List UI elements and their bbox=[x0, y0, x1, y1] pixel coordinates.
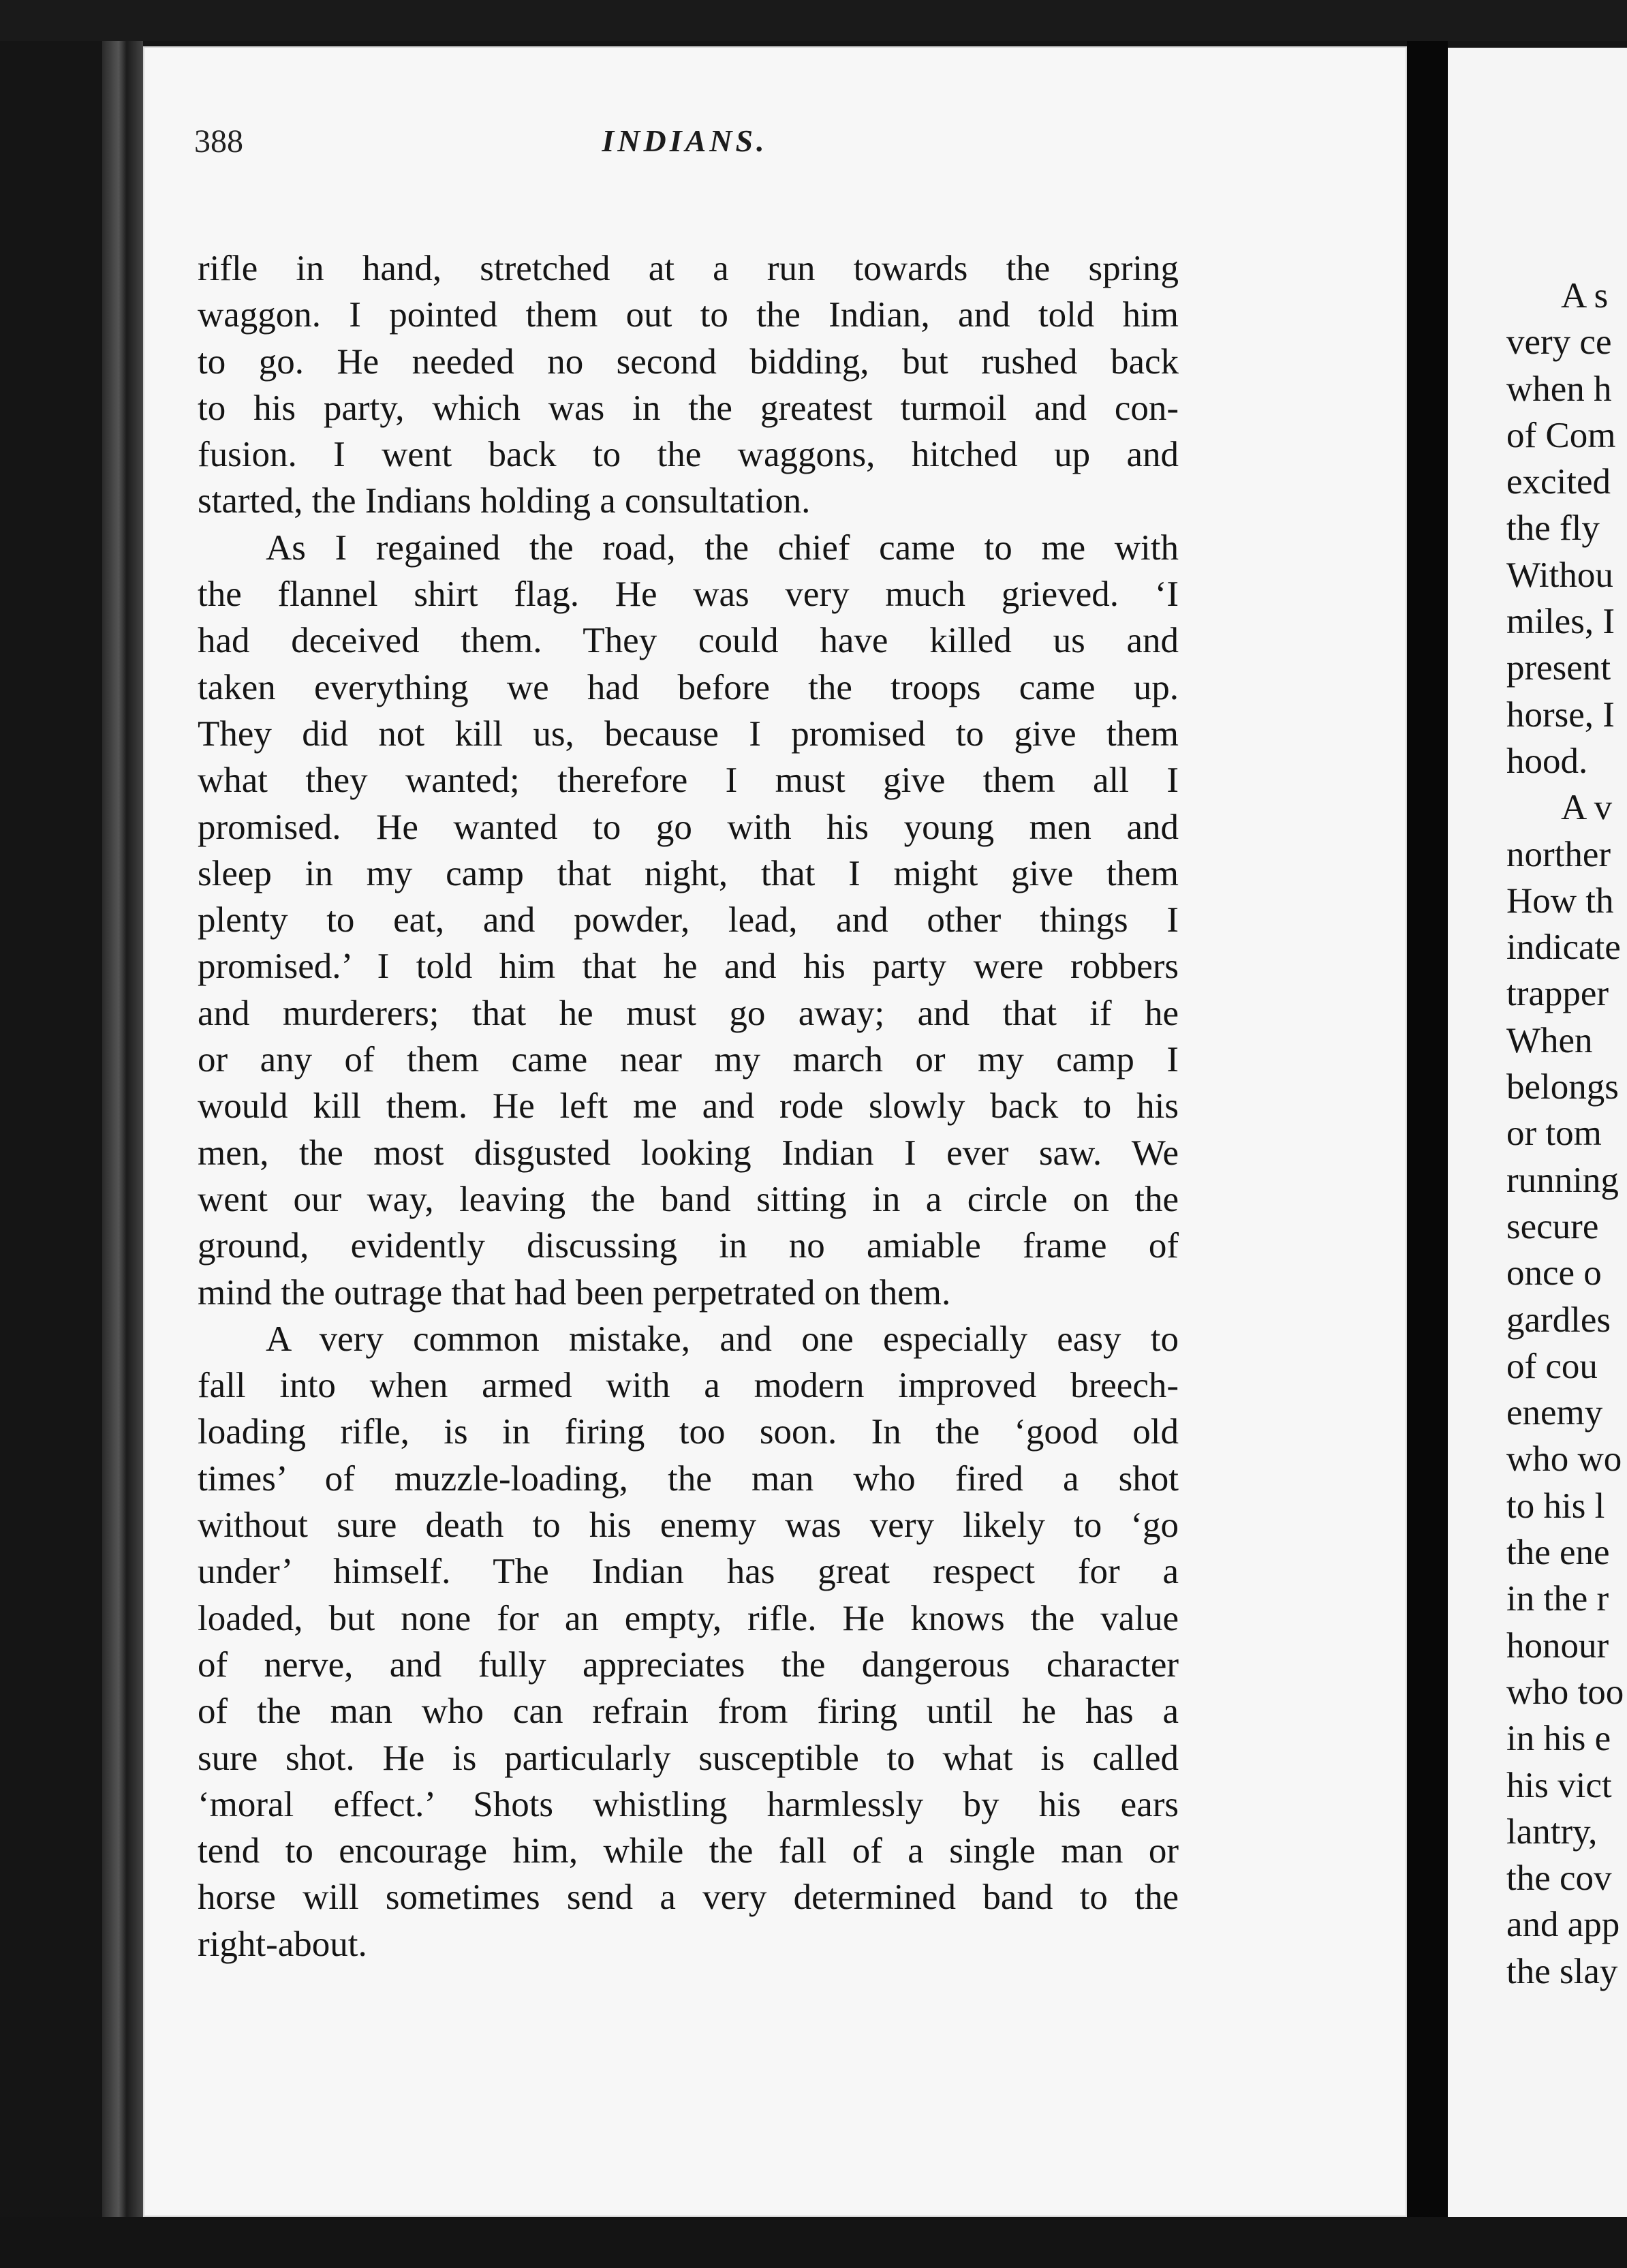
text-line: fusion. I went back to the waggons, hitched up and bbox=[198, 435, 1179, 475]
right-text-line: the cov bbox=[1506, 1858, 1612, 1899]
right-text-line: once o bbox=[1506, 1253, 1602, 1293]
right-text-line: indicate bbox=[1506, 928, 1621, 968]
text-line: to his party, which was in the greatest turmoil and con- bbox=[198, 388, 1179, 428]
right-text-line: of Com bbox=[1506, 415, 1616, 455]
text-line: waggon. I pointed them out to the Indian, and told him bbox=[198, 295, 1179, 335]
right-text-line: secure bbox=[1506, 1206, 1599, 1246]
right-page bbox=[1448, 48, 1627, 2268]
right-text-line: who wo bbox=[1506, 1439, 1622, 1480]
text-line: men, the most disgusted looking Indian I ever saw. We bbox=[198, 1133, 1179, 1173]
right-text-line: gardles bbox=[1506, 1300, 1611, 1340]
text-line: They did not kill us, because I promised to give them bbox=[198, 714, 1179, 754]
right-text-line: hood. bbox=[1506, 741, 1588, 781]
right-text-line: How th bbox=[1506, 880, 1614, 921]
right-text-line: Withou bbox=[1506, 555, 1613, 595]
right-text-line: When bbox=[1506, 1020, 1593, 1060]
page-number: 388 bbox=[194, 123, 243, 159]
right-text-line: excited bbox=[1506, 462, 1611, 502]
text-line: would kill them. He left me and rode slowly back to his bbox=[198, 1086, 1179, 1127]
text-line: tend to encourage him, while the fall of a single man or bbox=[198, 1831, 1179, 1871]
page-gutter bbox=[1407, 41, 1448, 2268]
right-text-line: to his l bbox=[1506, 1486, 1605, 1526]
text-line: As I regained the road, the chief came to me with bbox=[266, 527, 1179, 568]
text-line: promised. He wanted to go with his young men and bbox=[198, 807, 1179, 847]
text-line: of nerve, and fully appreciates the dangerous character bbox=[198, 1644, 1179, 1685]
text-line: the flannel shirt flag. He was very much grieved. ‘I bbox=[198, 574, 1179, 615]
running-title: INDIANS. bbox=[602, 123, 768, 158]
text-line: horse will sometimes send a very determined band to the bbox=[198, 1878, 1179, 1918]
text-line: right-about. bbox=[198, 1924, 367, 1964]
text-line: ‘moral effect.’ Shots whistling harmlessly by his ears bbox=[198, 1784, 1179, 1824]
right-text-line: or tom bbox=[1506, 1114, 1602, 1154]
right-text-line: in the r bbox=[1506, 1579, 1609, 1619]
right-text-line: lantry, bbox=[1506, 1811, 1598, 1852]
right-text-line: A v bbox=[1561, 788, 1613, 828]
body-text bbox=[198, 245, 1179, 1967]
scan-top-edge bbox=[0, 0, 1627, 41]
right-text-line: the ene bbox=[1506, 1533, 1610, 1573]
right-text-line: honour bbox=[1506, 1625, 1609, 1666]
text-line: rifle in hand, stretched at a run towards the spring bbox=[198, 249, 1179, 288]
text-line: ground, evidently discussing in no amiable frame of bbox=[198, 1226, 1179, 1266]
text-line: or any of them came near my march or my camp I bbox=[198, 1040, 1179, 1080]
text-line: fall into when armed with a modern improved breech- bbox=[198, 1366, 1179, 1406]
right-text-line: enemy bbox=[1506, 1393, 1603, 1433]
right-text-line: his vict bbox=[1506, 1765, 1612, 1805]
page-header bbox=[194, 123, 1175, 170]
text-line: loading rifle, is in firing too soon. In the ‘good old bbox=[198, 1412, 1179, 1452]
right-text-line: and app bbox=[1506, 1905, 1620, 1945]
right-text-line: who too bbox=[1506, 1672, 1624, 1712]
scan-bottom-edge bbox=[0, 2217, 1627, 2268]
right-text-line: present bbox=[1506, 648, 1611, 688]
text-line: mind the outrage that had been perpetrated on them. bbox=[198, 1272, 951, 1313]
right-text-line: the fly bbox=[1506, 508, 1600, 549]
right-text-line: horse, I bbox=[1506, 694, 1615, 735]
text-line: taken everything we had before the troops came up. bbox=[198, 667, 1179, 707]
text-line: under’ himself. The Indian has great respect for a bbox=[198, 1552, 1179, 1592]
text-line: sure shot. He is particularly susceptible to what is called bbox=[198, 1738, 1179, 1778]
text-line: went our way, leaving the band sitting in a circle on the bbox=[198, 1179, 1179, 1219]
right-text-line: in his e bbox=[1506, 1719, 1611, 1759]
text-line: promised.’ I told him that he and his party were robbers bbox=[198, 947, 1179, 987]
right-text-line: the slay bbox=[1506, 1951, 1618, 1991]
text-line: had deceived them. They could have killed us and bbox=[198, 621, 1179, 661]
text-line: A very common mistake, and one especially easy to bbox=[266, 1319, 1179, 1359]
right-text-line: of cou bbox=[1506, 1346, 1598, 1386]
text-line: of the man who can refrain from firing until he has a bbox=[198, 1691, 1179, 1732]
right-page-text bbox=[1506, 273, 1627, 1995]
text-line: started, the Indians holding a consultation. bbox=[198, 481, 811, 521]
text-line: to go. He needed no second bidding, but rushed back bbox=[198, 341, 1179, 382]
text-line: loaded, but none for an empty, rifle. He knows the value bbox=[198, 1598, 1179, 1638]
right-text-line: belongs bbox=[1506, 1067, 1619, 1107]
right-text-line: when h bbox=[1506, 369, 1612, 409]
text-line: without sure death to his enemy was very likely to ‘go bbox=[198, 1505, 1179, 1546]
right-text-line: miles, I bbox=[1506, 602, 1615, 642]
text-line: sleep in my camp that night, that I might give them bbox=[198, 853, 1179, 893]
text-line: what they wanted; therefore I must give them all I bbox=[198, 761, 1179, 801]
text-line: and murderers; that he must go away; and that if he bbox=[198, 993, 1179, 1033]
right-text-line: trapper bbox=[1506, 974, 1609, 1014]
right-text-line: A s bbox=[1561, 276, 1609, 316]
text-line: plenty to eat, and powder, lead, and other things I bbox=[198, 900, 1179, 940]
right-text-line: norther bbox=[1506, 834, 1611, 874]
text-line: times’ of muzzle-loading, the man who fired a shot bbox=[198, 1458, 1179, 1499]
book-spine-edge bbox=[102, 41, 143, 2222]
right-text-line: running bbox=[1506, 1160, 1619, 1200]
right-text-line: very ce bbox=[1506, 322, 1612, 363]
